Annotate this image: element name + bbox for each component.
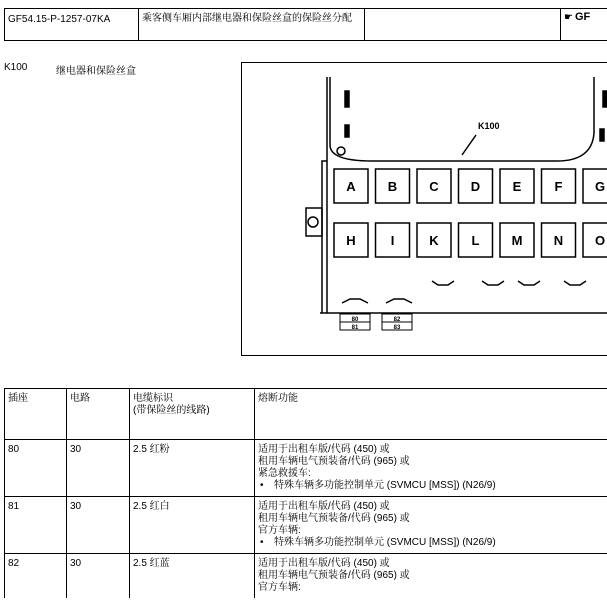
document-header xyxy=(4,8,607,41)
doc-title: 乘客侧车厢内部继电器和保险丝盒的保险丝分配 xyxy=(139,9,365,40)
header-cable-line: 电缆标识 xyxy=(133,393,173,404)
relay-label-c: C xyxy=(429,179,439,194)
bullet-icon: • xyxy=(260,480,264,491)
function-bullet: • 特殊车辆多功能控制单元 (SVMCU [MSS]) (N26/9) xyxy=(260,537,496,548)
function-bullet: • 特殊车辆多功能控制单元 (SVMCU [MSS]) (N26/9) xyxy=(260,480,496,491)
relay-label-k: K xyxy=(429,233,439,248)
relay-label-h: H xyxy=(346,233,356,248)
fuse-82-label: 82 xyxy=(393,317,401,323)
table-row xyxy=(5,440,607,497)
cell-cable: 2.5 红白 xyxy=(130,497,255,554)
function-line: 租用车辆电气预装备/代码 (965) 或 xyxy=(258,456,410,467)
relay-label-b: B xyxy=(387,179,398,194)
gf-badge[interactable] xyxy=(561,9,607,40)
relay-label-l: L xyxy=(471,233,480,248)
function-line: 租用车辆电气预装备/代码 (965) 或 xyxy=(258,513,410,524)
hand-pointing-icon: ☛ xyxy=(564,12,573,23)
cell-cable: 2.5 红粉 xyxy=(130,440,255,497)
cell-function xyxy=(255,497,607,554)
relay-label-f: F xyxy=(554,179,563,194)
function-line: 租用车辆电气预装备/代码 (965) 或 xyxy=(258,570,410,581)
cell-circuit: 30 xyxy=(67,497,130,554)
table-row xyxy=(5,554,607,599)
bullet-icon: • xyxy=(260,537,264,548)
function-line: 紧急救援车: xyxy=(258,468,311,479)
relay-label-e: E xyxy=(512,179,522,194)
relay-label-i: I xyxy=(390,233,395,248)
cell-circuit: 30 xyxy=(67,440,130,497)
fuse-81-label: 81 xyxy=(351,325,359,331)
function-line: 适用于出租车版/代码 (450) 或 xyxy=(258,444,390,455)
relay-label-n: N xyxy=(553,233,564,248)
header-blank-cell xyxy=(365,9,561,40)
function-line: 官方车辆: xyxy=(258,582,301,593)
table-row xyxy=(5,497,607,554)
fuse-group-82-83 xyxy=(382,314,412,331)
relay-label-m: M xyxy=(511,233,523,248)
cell-socket: 82 xyxy=(5,554,67,599)
cell-circuit: 30 xyxy=(67,554,130,599)
table-header-row xyxy=(5,389,607,440)
k100-label: K100 xyxy=(478,121,500,131)
function-line: 适用于出租车版/代码 (450) 或 xyxy=(258,501,390,512)
relay-row-2 xyxy=(334,223,607,257)
fuse-box-diagram xyxy=(241,62,607,356)
component-name: 继电器和保险丝盒 xyxy=(56,66,136,77)
component-code: K100 xyxy=(4,62,28,73)
header-cable xyxy=(130,389,255,440)
cell-cable: 2.5 红蓝 xyxy=(130,554,255,599)
header-circuit: 电路 xyxy=(67,389,130,440)
relay-row-1 xyxy=(334,169,607,203)
cell-socket: 80 xyxy=(5,440,67,497)
relay-label-o: O xyxy=(594,233,606,248)
fuse-group-80-81 xyxy=(340,314,370,331)
function-line: 适用于出租车版/代码 (450) 或 xyxy=(258,558,390,569)
fuse-assignment-table xyxy=(4,388,607,598)
header-function: 熔断功能 xyxy=(255,389,607,440)
header-cable-line: (带保险丝的线路) xyxy=(133,405,210,416)
cell-function xyxy=(255,554,607,599)
cell-socket: 81 xyxy=(5,497,67,554)
cell-function xyxy=(255,440,607,497)
fuse-box-drawing xyxy=(242,63,607,356)
relay-label-d: D xyxy=(470,179,481,194)
gf-badge-label: GF xyxy=(574,11,591,23)
fuse-83-label: 83 xyxy=(393,325,401,331)
fuse-80-label: 80 xyxy=(351,317,359,323)
function-line: 官方车辆: xyxy=(258,525,301,536)
header-socket: 插座 xyxy=(5,389,67,440)
relay-label-g: G xyxy=(594,179,606,194)
doc-id: GF54.15-P-1257-07KA xyxy=(5,9,139,40)
relay-label-a: A xyxy=(346,179,356,194)
